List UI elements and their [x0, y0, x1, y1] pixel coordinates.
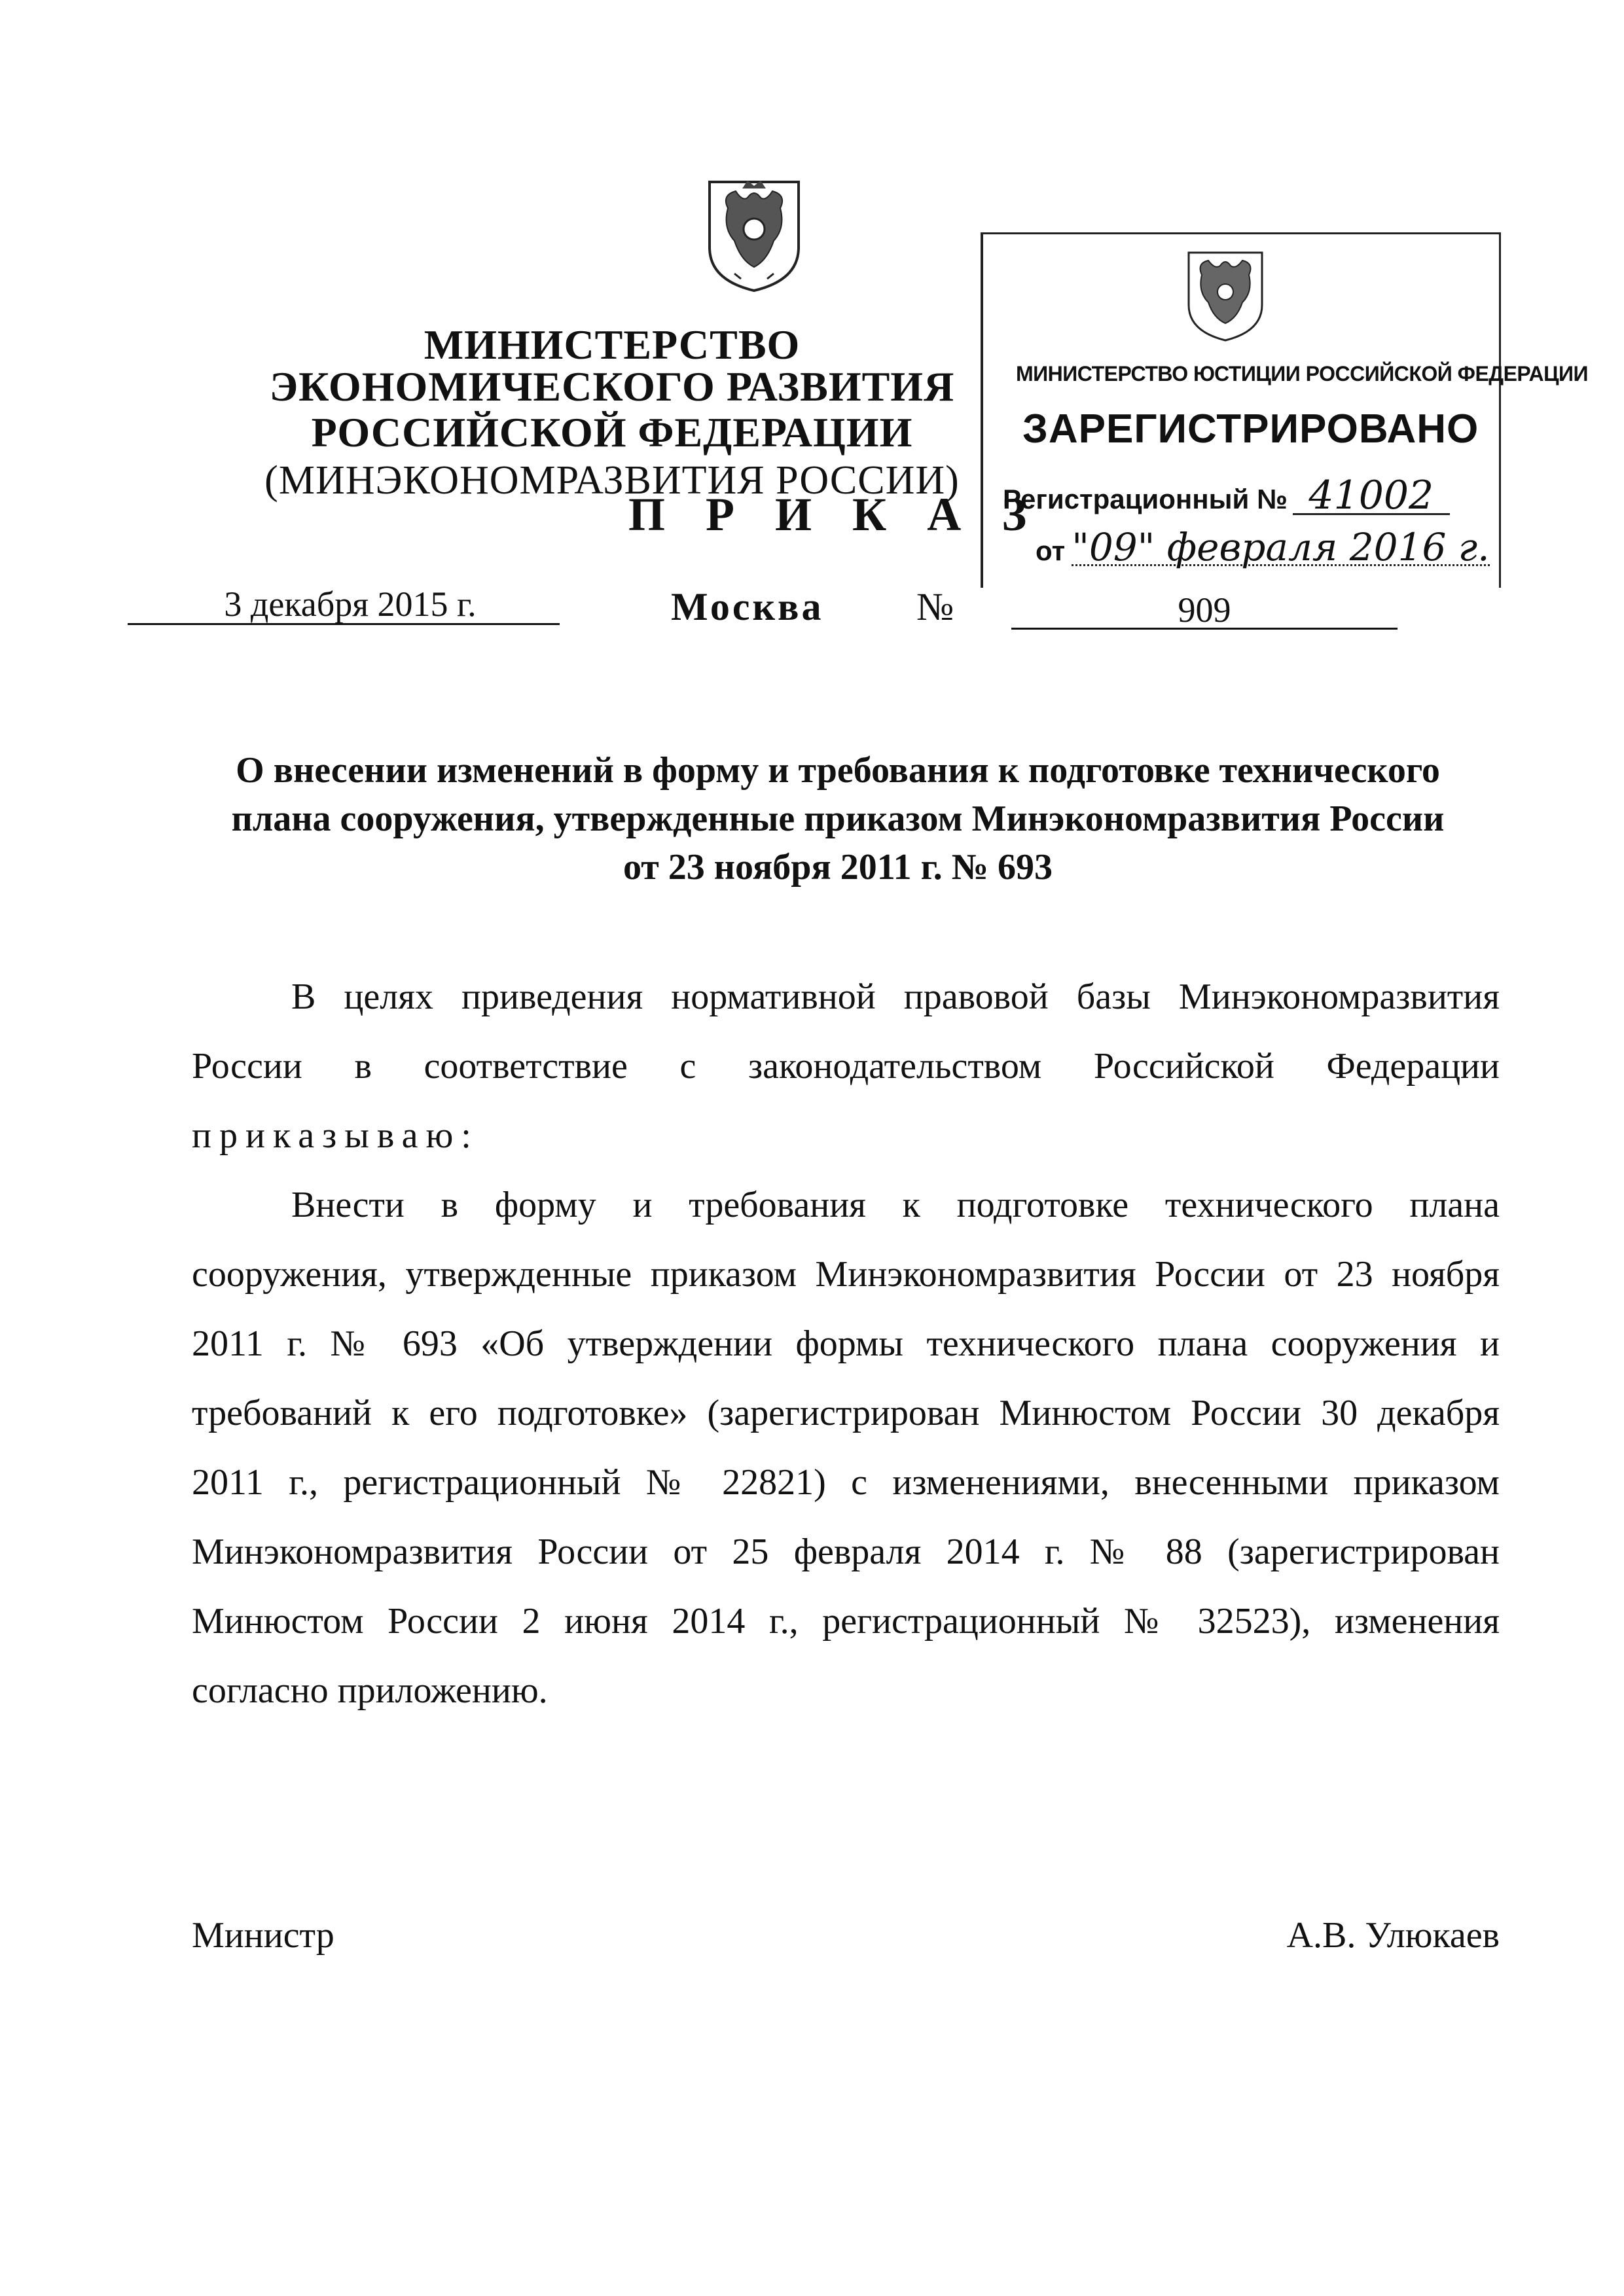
stamp-registered: ЗАРЕГИСТРИРОВАНО [1022, 406, 1479, 452]
signature-name: А.В. Улюкаев [1286, 1915, 1500, 1956]
body-line: Минэкономразвития России от 25 февраля 2014 г. № 88 (зарегистрирован [192, 1532, 1500, 1572]
title-line-1: О внесении изменений в форму и требования к подготовке технического [236, 750, 1440, 791]
coat-of-arms-icon [702, 169, 806, 293]
stamp-registration-number [1003, 473, 1450, 518]
body-line: согласно приложению. [192, 1670, 548, 1711]
registration-stamp [981, 232, 1588, 588]
order-city: Москва [671, 585, 824, 628]
body-line-order-word: приказываю: [192, 1115, 479, 1156]
order-number: 909 [1011, 592, 1398, 630]
body-line: Внести в форму и требования к подготовке технического плана [291, 1185, 1500, 1225]
paragraph-preamble [192, 962, 1500, 1170]
ministry-line-3: (МИНЭКОНОМРАЗВИТИЯ РОССИИ) [264, 458, 960, 503]
order-date: 3 декабря 2015 г. [128, 586, 560, 625]
ministry-name [196, 321, 1028, 503]
document-type: П Р И К А З [628, 488, 1041, 541]
body-line: 2011 г. № 693 «Об утверждении формы технического плана сооружения и [192, 1323, 1500, 1364]
stamp-coat-of-arms-icon [1180, 242, 1271, 344]
body-line: сооружения, утвержденные приказом Минэкономразвития России от 23 ноября [192, 1254, 1500, 1295]
ministry-line-2: РОССИЙСКОЙ ФЕДЕРАЦИИ [311, 409, 913, 456]
stamp-registration-date [1036, 525, 1490, 569]
title-line-3: от 23 ноября 2011 г. № 693 [623, 847, 1053, 888]
ministry-line-1: МИНИСТЕРСТВО ЭКОНОМИЧЕСКОГО РАЗВИТИЯ [269, 321, 955, 410]
paragraph-main [192, 1170, 1500, 1725]
body-line: В целях приведения нормативной правовой базы Минэкономразвития [291, 977, 1500, 1017]
stamp-from-label: от [1036, 535, 1066, 566]
order-number-label: № [916, 585, 954, 628]
stamp-reg-label: Регистрационный № [1003, 484, 1288, 514]
signature-role: Министр [192, 1915, 334, 1956]
stamp-from-date: "09" февраля 2016 г. [1072, 525, 1490, 569]
body-line: России в соответствие с законодательством Российской Федерации [192, 1046, 1500, 1086]
stamp-ministry: МИНИСТЕРСТВО ЮСТИЦИИ РОССИЙСКОЙ ФЕДЕРАЦИИ [1016, 362, 1588, 386]
title-line-2: плана сооружения, утвержденные приказом Минэкономразвития России [231, 798, 1445, 839]
body-line: 2011 г., регистрационный № 22821) с изменениями, внесенными приказом [192, 1462, 1500, 1503]
document-title [183, 746, 1492, 891]
stamp-reg-number: 41002 [1293, 478, 1450, 515]
document-body [192, 962, 1500, 1725]
body-line: Минюстом России 2 июня 2014 г., регистрационный № 32523), изменения [192, 1601, 1500, 1641]
body-line: требований к его подготовке» (зарегистрирован Минюстом России 30 декабря [192, 1393, 1500, 1433]
